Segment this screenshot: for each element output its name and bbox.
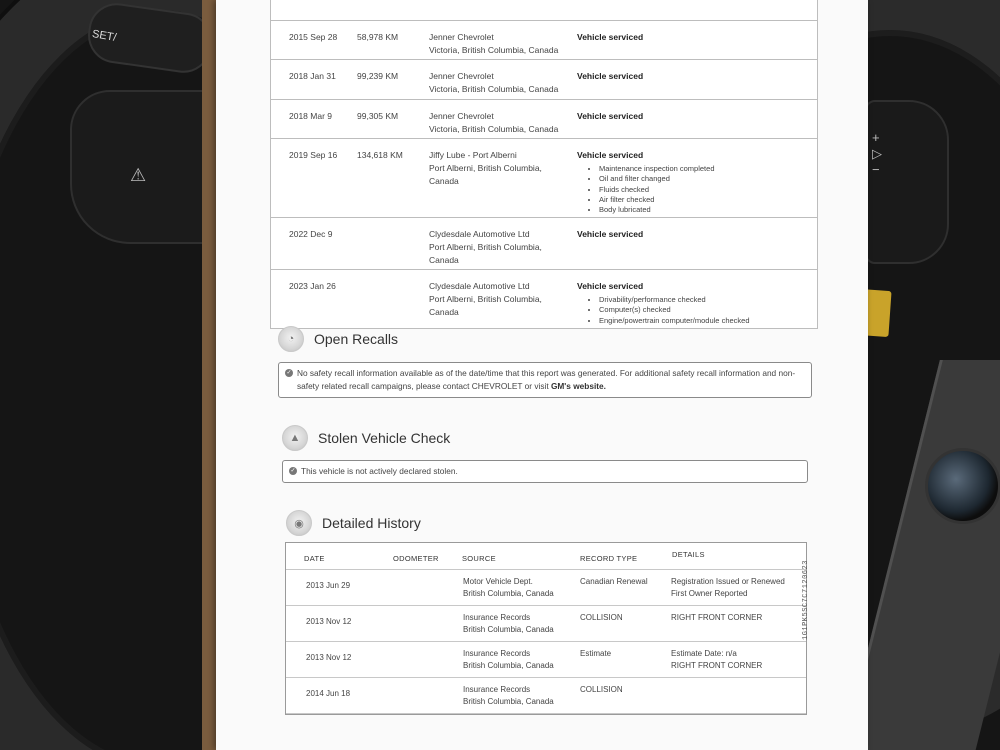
service-date: 2015 Sep 28 — [289, 32, 338, 42]
service-source — [429, 70, 569, 96]
stalk-label: SET/ — [91, 27, 118, 45]
wheel-control-icon: − — [872, 162, 880, 177]
service-odometer: 134,618 KM — [357, 150, 403, 160]
service-record-type-label: Vehicle serviced — [577, 229, 644, 239]
service-source-line: Jenner Chevrolet — [429, 111, 494, 121]
history-source — [463, 684, 554, 708]
history-row — [286, 642, 806, 678]
history-source-line: Insurance Records — [463, 685, 531, 694]
service-source-line: Port Alberni, British Columbia, — [429, 242, 542, 252]
service-detail-item: • Air filter checked — [599, 195, 807, 205]
service-date: 2018 Mar 9 — [289, 111, 332, 121]
service-detail-item: • Drivability/performance checked — [599, 295, 807, 305]
service-record-type — [577, 110, 807, 123]
service-record-type — [577, 31, 807, 44]
service-detail-item: • Maintenance inspection completed — [599, 164, 807, 174]
history-detail-line: Registration Issued or Renewed — [671, 577, 785, 586]
history-source-line: British Columbia, Canada — [463, 625, 554, 634]
service-record-type-label: Vehicle serviced — [577, 281, 644, 291]
stolen-vehicle-check-title: Stolen Vehicle Check — [318, 430, 451, 446]
start-knob — [925, 448, 1000, 524]
vehicle-history-report-page — [216, 0, 868, 750]
service-source-line: Jiffy Lube - Port Alberni — [429, 150, 517, 160]
history-source-line: British Columbia, Canada — [463, 661, 554, 670]
service-record-type-label: Vehicle serviced — [577, 111, 644, 121]
history-source-line: British Columbia, Canada — [463, 589, 554, 598]
history-detail-line: RIGHT FRONT CORNER — [671, 661, 763, 670]
history-date: 2014 Jun 18 — [306, 689, 351, 698]
history-detail-line: First Owner Reported — [671, 589, 748, 598]
service-detail-item: • Body lubricated — [599, 205, 807, 215]
detailed-history-title: Detailed History — [322, 515, 421, 531]
service-row — [270, 60, 818, 100]
service-odometer: 58,978 KM — [357, 32, 399, 42]
column-header-record-type: RECORD TYPE — [580, 554, 638, 563]
history-source-line: British Columbia, Canada — [463, 697, 554, 706]
megaphone-icon: ◔ — [278, 326, 304, 352]
history-row — [286, 678, 806, 714]
history-record-type: COLLISION — [580, 613, 623, 622]
service-source-line: Victoria, British Columbia, Canada — [429, 45, 559, 55]
service-detail-item: • Fluids checked — [599, 185, 807, 195]
cruise-control-icon: ⚠ — [130, 165, 147, 185]
service-details-list — [577, 164, 807, 215]
wheel-button-pad-right-icons — [872, 130, 882, 178]
history-detail-line: RIGHT FRONT CORNER — [671, 613, 763, 622]
service-source-line: Victoria, British Columbia, Canada — [429, 84, 559, 94]
service-source-line: Clydesdale Automotive Ltd — [429, 281, 530, 291]
service-date: 2022 Dec 9 — [289, 229, 333, 239]
history-source — [463, 612, 554, 636]
service-record-type-label: Vehicle serviced — [577, 71, 644, 81]
stolen-vehicle-check-header — [282, 425, 450, 451]
history-row — [286, 606, 806, 642]
service-row — [270, 0, 818, 21]
service-records-table — [270, 0, 818, 329]
service-source — [429, 280, 569, 319]
service-source-line: Canada — [429, 176, 459, 186]
service-source — [429, 228, 569, 267]
wheel-button-pad-right — [865, 100, 949, 264]
service-odometer: 99,239 KM — [357, 71, 399, 81]
check-icon: ✓ — [290, 468, 296, 474]
siren-icon: ▲ — [282, 425, 308, 451]
service-row — [270, 21, 818, 60]
service-record-type — [577, 228, 807, 241]
wheel-control-icon: ▷ — [872, 146, 882, 161]
service-record-type-label: Vehicle serviced — [577, 150, 644, 160]
history-source-line: Motor Vehicle Dept. — [463, 577, 533, 586]
history-date: 2013 Nov 12 — [306, 653, 352, 662]
check-icon: ✓ — [286, 370, 292, 376]
recall-notice — [278, 362, 812, 398]
history-record-type: Canadian Renewal — [580, 577, 648, 586]
history-detail-line: Estimate Date: n/a — [671, 649, 737, 658]
service-source-line: Jenner Chevrolet — [429, 32, 494, 42]
service-date: 2018 Jan 31 — [289, 71, 336, 81]
history-source — [463, 576, 554, 600]
column-header-source: SOURCE — [462, 554, 496, 563]
stolen-notice — [282, 460, 808, 483]
service-record-type-label: Vehicle serviced — [577, 32, 644, 42]
history-table-header — [286, 543, 806, 570]
history-clock-icon: ◉ — [286, 510, 312, 536]
service-detail-item: • Oil and filter changed — [599, 174, 807, 184]
stolen-notice-text: This vehicle is not actively declared stolen. — [301, 466, 458, 476]
service-source — [429, 110, 569, 136]
history-source-line: Insurance Records — [463, 613, 531, 622]
column-header-details: DETAILS — [672, 550, 705, 559]
service-source-line: Canada — [429, 307, 459, 317]
detailed-history-table — [285, 542, 807, 715]
history-record-type: COLLISION — [580, 685, 623, 694]
service-record-type — [577, 149, 807, 215]
service-record-type — [577, 280, 807, 326]
service-detail-item: • Computer(s) checked — [599, 305, 807, 315]
gm-website-link[interactable]: GM's website. — [550, 381, 606, 391]
history-details — [671, 576, 785, 600]
service-row — [270, 139, 818, 218]
history-date: 2013 Nov 12 — [306, 617, 352, 626]
open-recalls-header — [278, 326, 398, 352]
service-date: 2023 Jan 26 — [289, 281, 336, 291]
service-row — [270, 218, 818, 270]
service-row — [270, 100, 818, 139]
service-source-line: Victoria, British Columbia, Canada — [429, 124, 559, 134]
service-record-type — [577, 70, 807, 83]
vin-number: 1G1PK5SC7C7120623 — [802, 560, 810, 640]
service-source-line: Canada — [429, 255, 459, 265]
service-source-line: Clydesdale Automotive Ltd — [429, 229, 530, 239]
service-odometer: 99,305 KM — [357, 111, 399, 121]
open-recalls-title: Open Recalls — [314, 331, 399, 347]
recall-notice-text: No safety recall information available as of the date/time that this report was generated. For additional safety recall information and non-safety related recall campaigns, please contact CHEVROLET or visit — [297, 368, 796, 391]
service-source-line: Jenner Chevrolet — [429, 71, 494, 81]
service-date: 2019 Sep 16 — [289, 150, 338, 160]
history-source-line: Insurance Records — [463, 649, 531, 658]
service-detail-item: • Engine/powertrain computer/module checked — [599, 316, 807, 326]
column-header-date: DATE — [304, 554, 325, 563]
service-source — [429, 149, 569, 188]
history-details — [671, 612, 762, 624]
service-source — [429, 31, 569, 57]
service-details-list — [577, 295, 807, 326]
history-date: 2013 Jun 29 — [306, 581, 351, 590]
wheel-control-icon: + — [872, 130, 880, 145]
service-source-line: Port Alberni, British Columbia, — [429, 163, 542, 173]
history-row — [286, 570, 806, 606]
history-record-type: Estimate — [580, 649, 612, 658]
column-header-odometer: ODOMETER — [393, 554, 439, 563]
service-row — [270, 270, 818, 329]
history-details — [671, 648, 762, 672]
detailed-history-header — [286, 510, 421, 536]
history-source — [463, 648, 554, 672]
service-source-line: Port Alberni, British Columbia, — [429, 294, 542, 304]
